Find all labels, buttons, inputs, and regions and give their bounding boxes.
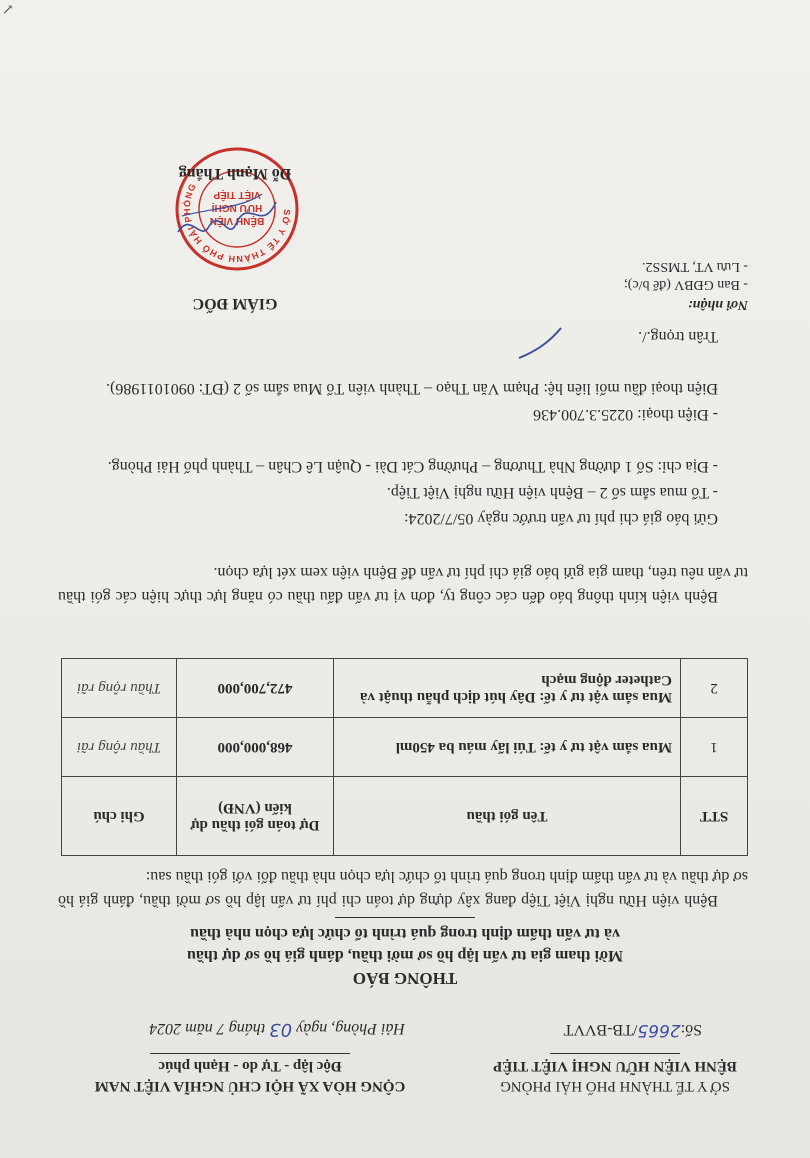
body-paragraph-2: Gửi báo giá chi phí tư vấn trước ngày 05/7/2024: [404, 510, 718, 527]
cell-note: Thầu rộng rãi [62, 718, 177, 777]
notice-subtitle-1: Mời tham gia tư vấn lập hồ sơ mời thầu, đánh giá hồ sơ dự thầu [186, 947, 624, 964]
cell-note: Thầu rộng rãi [62, 659, 177, 718]
body-paragraph-3: - Tổ mua sắm số 2 – Bệnh viện Hữu nghị Việt Tiệp. [386, 484, 718, 501]
seal-line-2: HỮU NGHỊ [211, 202, 263, 213]
header-republic: CỘNG HÒA XÃ HỘI CHỦ NGHĨA VIỆT NAM [94, 1078, 406, 1094]
th-estimate: Dự toán gói thầu dự kiến (VNĐ) [177, 777, 334, 856]
table-row [62, 718, 748, 777]
table-row [62, 659, 748, 718]
body-paragraph-7: Trân trọng./. [638, 328, 718, 345]
recipients-title: Nơi nhận: [687, 297, 748, 312]
cell-package-name: Mua sắm vật tư y tế: Túi lấy máu ba 450ml [334, 718, 681, 777]
doc-number: Số:2665/TB-BVVT [563, 1020, 702, 1040]
body-paragraph-1: Bệnh viện kính thông báo đến các công ty, đơn vị tư vấn đấu thầu có năng lực thực hiện các gói thầu tư vấn nêu trên, tham gia gửi báo giá chi phí tư vấn để Bệnh viện xem xét lựa chọn. [58, 564, 748, 605]
header-motto: Độc lập - Tự do - Hạnh phúc [158, 1058, 342, 1074]
header-right-underline [150, 1053, 350, 1054]
cell-package-name: Mua sắm vật tư y tế: Dây hút dịch phẫu thuật và Catheter động mạch [334, 659, 681, 718]
recipient-item: - Ban GĐBV (để b/c); [623, 277, 748, 292]
seal-line-3: VIỆT TIỆP [213, 189, 261, 200]
th-note: Ghi chú [62, 777, 177, 856]
handwritten-mark-icon [515, 320, 565, 360]
date-day-handwritten: 03 [269, 1019, 293, 1040]
intro-paragraph: Bệnh viện Hữu nghị Việt Tiệp đang xây dựng dự toán chi phí tư vấn lập hồ sơ mời thầu, đánh giá hồ sơ dự thầu và tư vấn thẩm định trong quá trình tổ chức lựa chọn nhà thầu đối với gói thầu sau: [58, 868, 748, 909]
body-paragraph-6: Điện thoại đầu mối liên hệ: Phạm Văn Thạo – Thành viên Tổ Mua sắm số 2 (ĐT: 0901011986). [105, 380, 718, 397]
notice-subtitle-2: và tư vấn thẩm định trong quá trình tổ chức lựa chọn nhà thầu [190, 925, 620, 942]
header-hospital: BỆNH VIỆN HỮU NGHỊ VIỆT TIỆP [493, 1058, 737, 1074]
handwritten-signature-icon [172, 182, 282, 252]
table-header-row [62, 777, 748, 856]
body-paragraph-4: - Địa chỉ: Số 1 đường Nhà Thương – Phường Cát Dài - Quận Lê Chân – Thành phố Hải Phòng. [107, 458, 718, 475]
signer-role: GIÁM ĐỐC [192, 295, 278, 312]
title-underline [335, 917, 475, 918]
pen-mark-icon: ↗ [2, 3, 14, 18]
cell-stt: 2 [681, 659, 748, 718]
package-table [61, 658, 748, 856]
cell-amount: 472,700,000 [177, 659, 334, 718]
cell-stt: 1 [681, 718, 748, 777]
seal-line-1: BỆNH VIỆN [209, 215, 265, 226]
th-package-name: Tên gói thầu [334, 777, 681, 856]
body-paragraph-5: - Điện thoại: 0225.3.700.436 [533, 406, 718, 423]
seal-outer-text: SỞ Y TẾ THÀNH PHỐ HẢI PHÒNG [181, 181, 293, 265]
cell-amount: 468,000,000 [177, 718, 334, 777]
header-left-underline [550, 1053, 680, 1054]
signer-name: Đỗ Mạnh Thắng [178, 165, 292, 182]
th-stt: STT [681, 777, 748, 856]
header-ministry: SỞ Y TẾ THÀNH PHỐ HẢI PHÒNG [500, 1078, 731, 1094]
doc-number-handwritten: 2665 [637, 1020, 681, 1040]
doc-date: Hải Phòng, ngày 03 tháng 7 năm 2024 [149, 1019, 405, 1040]
recipient-item: - Lưu VT, TMSS2. [642, 259, 748, 274]
notice-title: THÔNG BÁO [352, 969, 458, 988]
